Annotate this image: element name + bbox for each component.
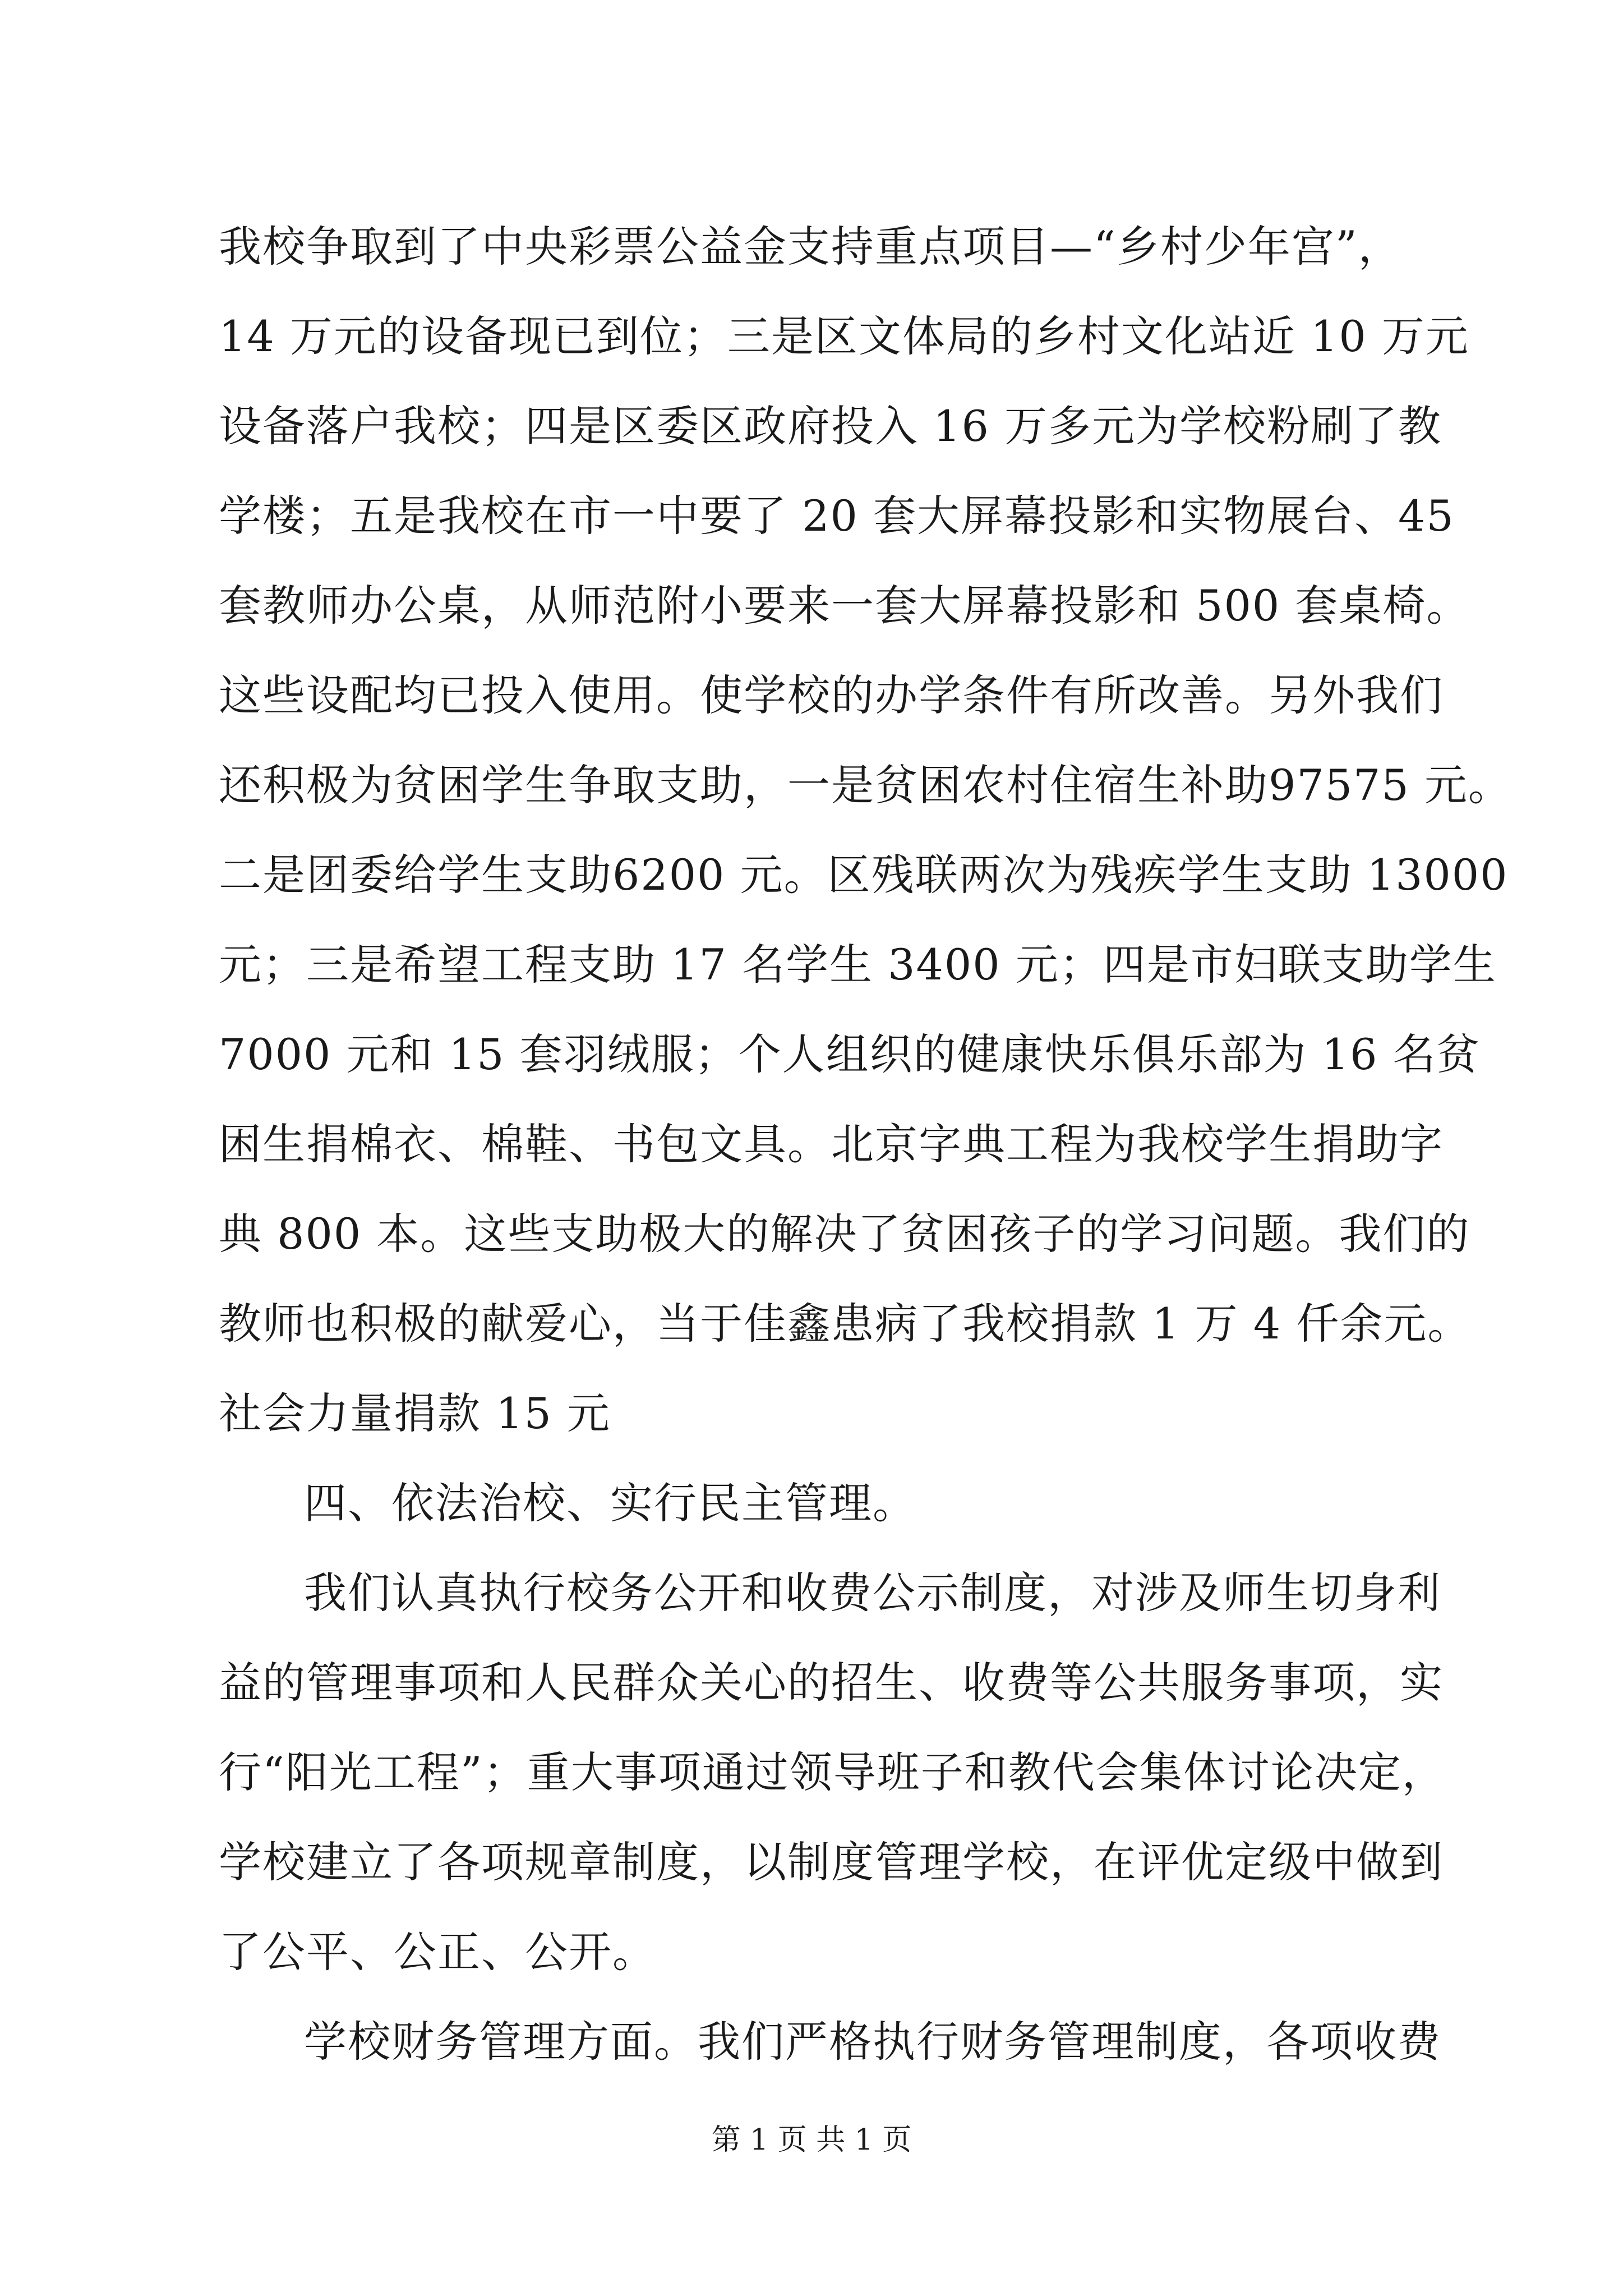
- text-line: 元；三是希望工程支助 17 名学生 3400 元；四是市妇联支助学生: [219, 940, 1497, 990]
- text-line: 套教师办公桌，从师范附小要来一套大屏幕投影和 500 套桌椅。: [219, 581, 1470, 631]
- text-line: 14 万元的设备现已到位；三是区文体局的乡村文化站近 10 万元: [219, 311, 1469, 361]
- text-line: 我校争取到了中央彩票公益金支持重点项目—“乡村少年宫”，: [219, 222, 1402, 272]
- text-line: 设备落户我校；四是区委区政府投入 16 万多元为学校粉刷了教: [219, 401, 1442, 451]
- text-line: 还积极为贫困学生争取支助，一是贫困农村住宿生补助97575 元。: [219, 760, 1512, 810]
- text-line: 社会力量捐款 15 元: [219, 1388, 611, 1438]
- text-line: 学楼；五是我校在市一中要了 20 套大屏幕投影和实物展台、45: [219, 491, 1455, 541]
- page-number-footer: 第 1 页 共 1 页: [711, 2123, 912, 2157]
- text-line: 行“阳光工程”；重大事项通过领导班子和教代会集体讨论决定，: [219, 1747, 1446, 1797]
- text-line: 二是团委给学生支助6200 元。区残联两次为残疾学生支助 13000: [219, 850, 1509, 900]
- text-line: 学校建立了各项规章制度，以制度管理学校，在评优定级中做到: [219, 1837, 1444, 1887]
- section-heading: 四、依法治校、实行民主管理。: [304, 1478, 916, 1528]
- text-line: 益的管理事项和人民群众关心的招生、收费等公共服务事项，实: [219, 1658, 1444, 1708]
- text-line: 我们认真执行校务公开和收费公示制度，对涉及师生切身利: [304, 1568, 1441, 1618]
- text-line: 7000 元和 15 套羽绒服；个人组织的健康快乐俱乐部为 16 名贫: [219, 1029, 1481, 1079]
- text-line: 典 800 本。这些支助极大的解决了贫困孩子的学习问题。我们的: [219, 1209, 1470, 1259]
- text-line: 困生捐棉衣、棉鞋、书包文具。北京字典工程为我校学生捐助字: [219, 1119, 1444, 1169]
- text-line: 这些设配均已投入使用。使学校的办学条件有所改善。另外我们: [219, 670, 1444, 720]
- text-line: 教师也积极的献爱心，当于佳鑫患病了我校捐款 1 万 4 仟余元。: [219, 1299, 1472, 1349]
- text-line: 了公平、公正、公开。: [219, 1927, 656, 1977]
- text-line: 学校财务管理方面。我们严格执行财务管理制度，各项收费: [304, 2017, 1441, 2067]
